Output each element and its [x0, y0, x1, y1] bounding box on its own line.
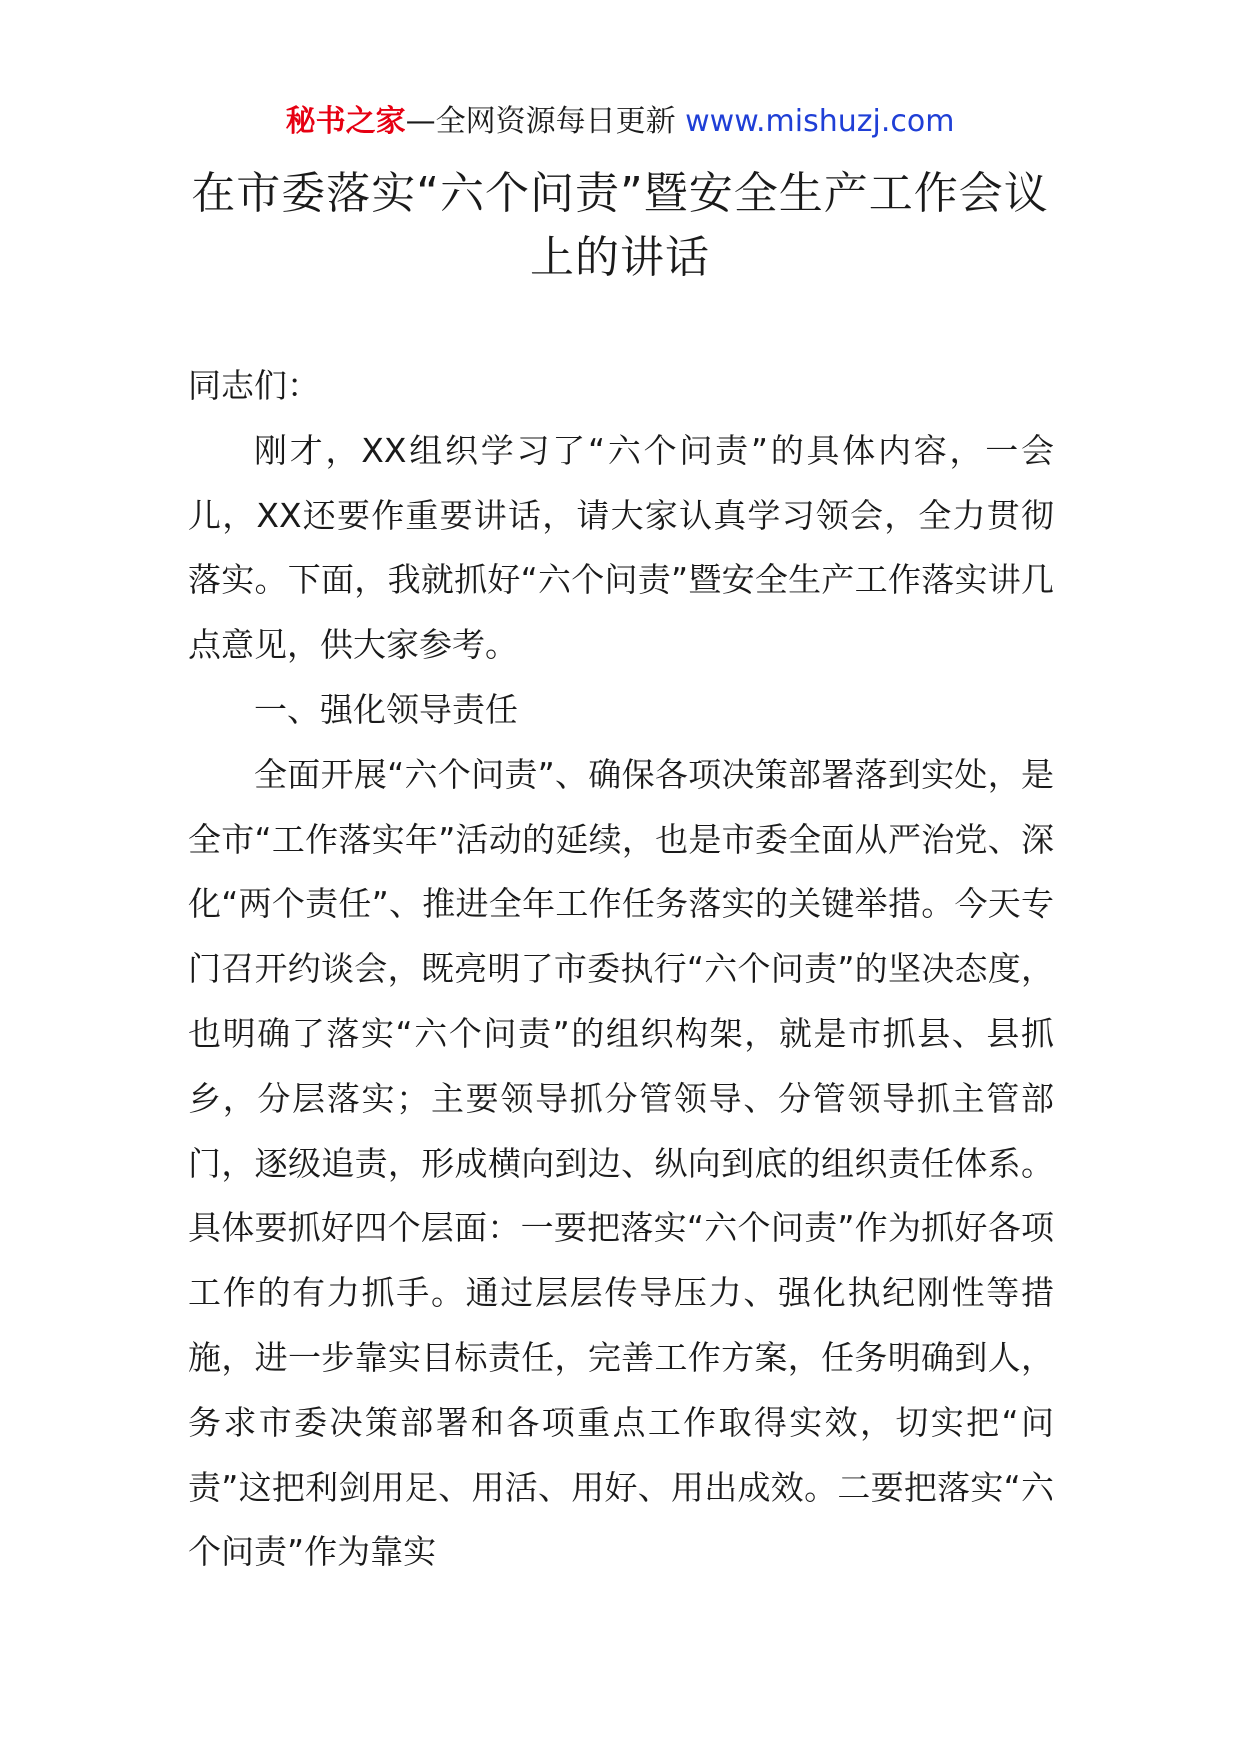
document-title: 在市委落实“六个问责”暨安全生产工作会议上的讲话 — [191, 168, 1049, 283]
site-tagline: —全网资源每日更新 — [405, 104, 686, 139]
section-heading: 一、强化领导责任 — [254, 689, 518, 729]
salutation: 同志们： — [188, 366, 320, 405]
site-header — [0, 100, 1240, 144]
body-paragraph: 全面开展“六个问责”、确保各项决策部署落到实处，是全市“工作落实年”活动的延续，也是市委全面从严治党、深化“两个责任”、推进全年工作任务落实的关键举措。今天专门召开约谈会，既亮明了市委执行“六个问责”的坚决态度，也明确了落实“六个问责”的组织构架，就是市抓县、县抓乡，分层落实；主要领导抓分管领导、分管领导抓主管部门，逐级追责，形成横向到边、纵向到底的组织责任体系。具体要抓好四个层面：一要把落实“六个问责”作为抓好各项工作的有力抓手。通过层层传导压力、强化执纪刚性等措施，进一步靠实目标责任，完善工作方案，任务明确到人，务求市委决策部署和各项重点工作取得实效，切实把“问责”这把利剑用足、用活、用好、用出成效。二要把落实“六个问责”作为靠实 — [188, 754, 1054, 1572]
document-body — [188, 354, 1054, 1585]
site-url-link[interactable]: www.mishuzj.com — [685, 104, 955, 139]
intro-paragraph: 刚才，XX组织学习了“六个问责”的具体内容，一会儿，XX还要作重要讲话，请大家认真学习领会，全力贯彻落实。下面，我就抓好“六个问责”暨安全生产工作落实讲几点意见，供大家参考。 — [188, 430, 1054, 665]
site-brand-name: 秘书之家 — [285, 104, 406, 139]
